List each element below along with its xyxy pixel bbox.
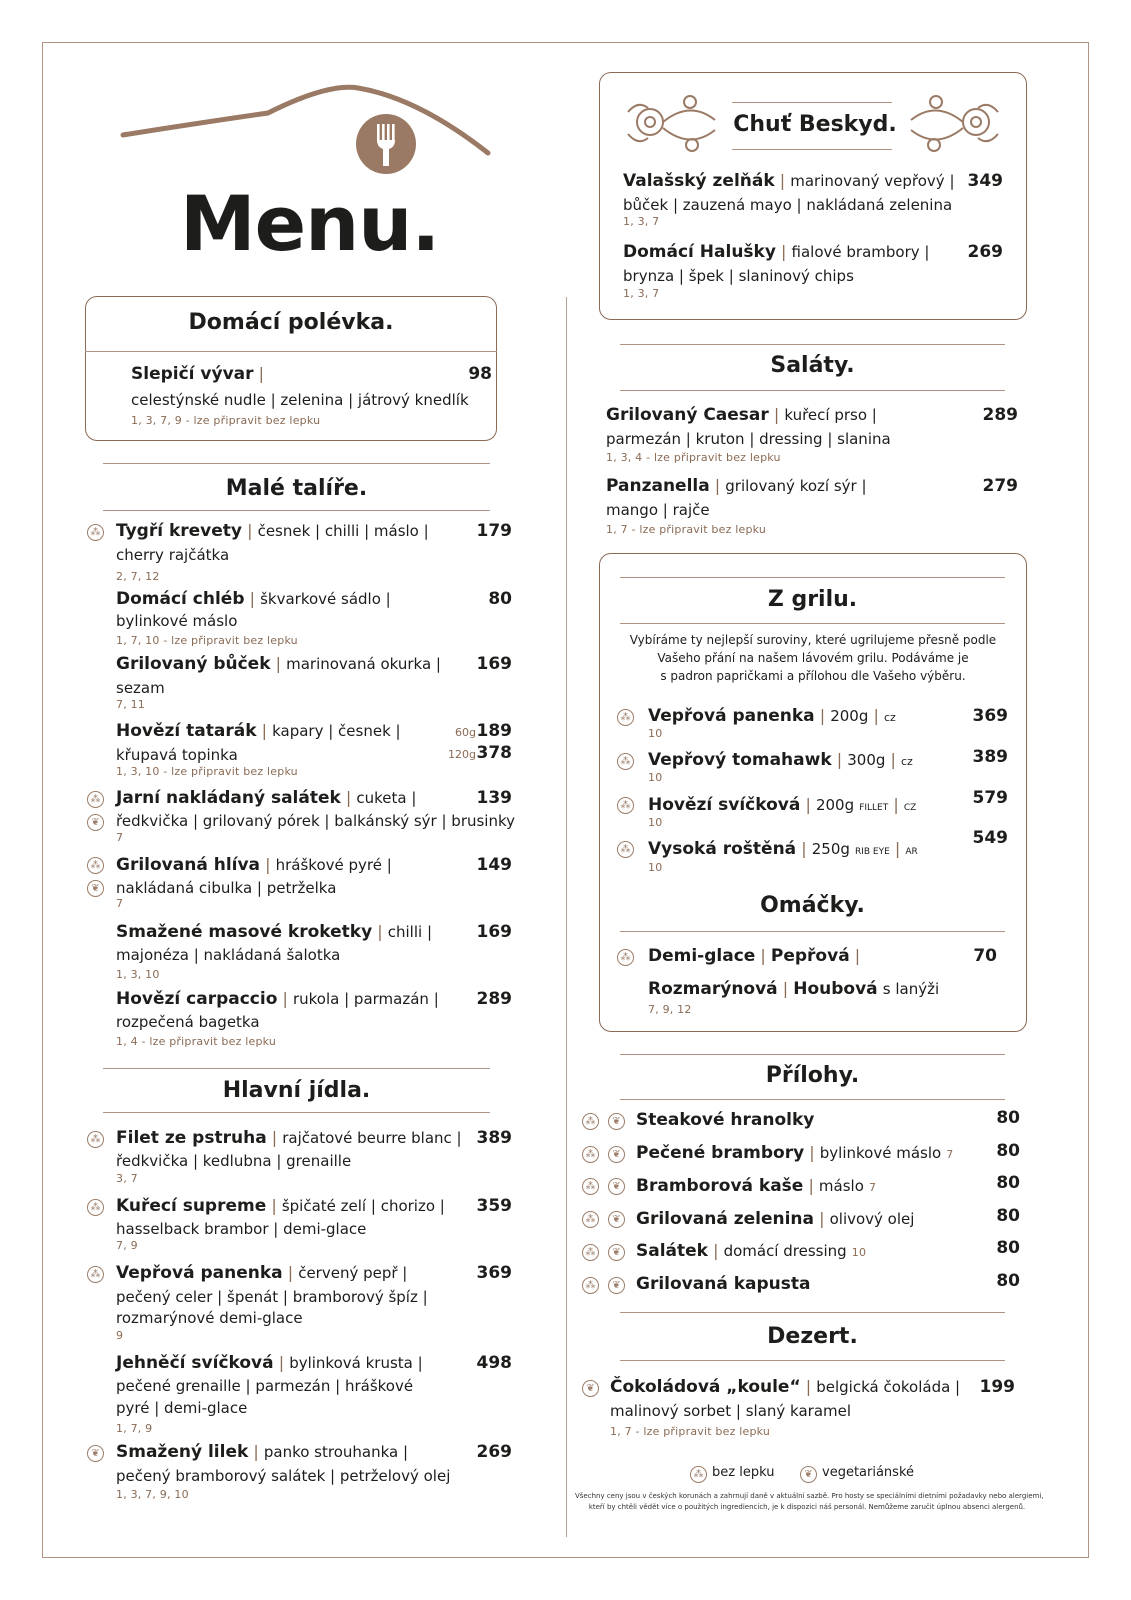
leaf-icon: ❦: [87, 880, 104, 897]
leaf-icon: ❦: [87, 814, 104, 831]
item-desc: červený pepř |: [298, 1264, 408, 1282]
item-weight: 300g: [847, 751, 886, 769]
item-allergens: 10: [648, 861, 663, 874]
item-desc: rozmarýnové demi-glace: [116, 1309, 303, 1327]
item-desc: ředkvička | kedlubna | grenaille: [116, 1152, 352, 1170]
item-name: Panzanella: [606, 476, 710, 496]
item-name: Vepřová panenka: [648, 706, 815, 726]
item-price: 199: [979, 1377, 1015, 1397]
item-desc: česnek | chilli | máslo |: [257, 522, 429, 540]
item-price: 359: [476, 1196, 512, 1216]
item-name: Vysoká roštěná: [648, 839, 797, 859]
item-allergens: 7: [116, 831, 124, 844]
wheat-icon: ⁂: [582, 1211, 599, 1228]
wheat-icon: ⁂: [582, 1113, 599, 1130]
item-desc: fialové brambory |: [791, 243, 930, 261]
wheat-icon: ⁂: [87, 1131, 104, 1148]
item-name: Salátek: [636, 1241, 708, 1261]
item-price: 289: [476, 989, 512, 1009]
wheat-icon: ⁂: [87, 791, 104, 808]
leaf-icon: ❦: [800, 1466, 817, 1483]
item-allergens: 7, 11: [116, 698, 145, 711]
item-allergens: 1, 3, 10 - lze připravit bez lepku: [116, 765, 298, 778]
item-name: Čokoládová „koule“: [610, 1377, 801, 1397]
leaf-icon: ❦: [608, 1178, 625, 1195]
wheat-icon: ⁂: [582, 1277, 599, 1294]
leaf-icon: ❦: [608, 1113, 625, 1130]
wheat-icon: ⁂: [582, 1244, 599, 1261]
item-allergens: 10: [851, 1246, 867, 1259]
item-desc: malinový sorbet | slaný karamel: [610, 1402, 852, 1420]
item-desc: marinovaný vepřový |: [790, 172, 955, 190]
section-title-dessert: Dezert.: [767, 1324, 858, 1349]
item-origin: CZ: [903, 803, 917, 813]
item-allergens: 7, 9: [116, 1239, 138, 1252]
item-allergens: 1, 3, 7: [623, 215, 660, 228]
item-allergens: 1, 4 - lze připravit bez lepku: [116, 1035, 277, 1048]
item-allergens: 7: [116, 897, 124, 910]
item-desc: parmezán | kruton | dressing | slanina: [606, 430, 891, 448]
wheat-icon: ⁂: [582, 1178, 599, 1195]
item-desc: marinovaná okurka |: [286, 655, 441, 673]
section-title-small: Malé talíře.: [225, 476, 368, 501]
leaf-icon: ❦: [87, 1445, 104, 1462]
item-desc: bylinkové máslo: [819, 1144, 942, 1162]
section-title-salads: Saláty.: [770, 353, 855, 378]
item-allergens: 1, 7 - lze připravit bez lepku: [610, 1425, 771, 1438]
wheat-icon: ⁂: [582, 1146, 599, 1163]
item-price: 579: [972, 788, 1008, 808]
leaf-icon: ❦: [608, 1146, 625, 1163]
item-allergens: 1, 3, 7: [623, 287, 660, 300]
leaf-icon: ❦: [608, 1244, 625, 1261]
item-cut: FILLET: [859, 803, 889, 813]
item-name: Vepřový tomahawk: [648, 750, 832, 770]
section-title-soup: Domácí polévka.: [188, 310, 394, 335]
item-desc: cherry rajčátka: [116, 546, 230, 564]
item-name: Pečené brambory: [636, 1143, 805, 1163]
item-desc: mango | rajče: [606, 501, 710, 519]
wheat-icon: ⁂: [617, 841, 634, 858]
item-price: 139: [476, 788, 512, 808]
sauce-name: Demi-glace: [648, 946, 756, 966]
item-desc: brynza | špek | slaninový chips: [623, 267, 854, 285]
item-price: 549: [972, 828, 1008, 848]
item-desc: ředkvička | grilovaný pórek | balkánský sýr | brusinky: [116, 812, 516, 830]
item-desc: pečené grenaille | parmezán | hráškové: [116, 1377, 414, 1395]
wheat-icon: ⁂: [617, 753, 634, 770]
item-allergens: 1, 3, 4 - lze připravit bez lepku: [606, 451, 781, 464]
item-name: Tygří krevety: [116, 521, 242, 541]
section-title-main: Hlavní jídla.: [222, 1078, 371, 1103]
item-desc: nakládaná cibulka | petrželka: [116, 879, 337, 897]
item-name: Grilovaná kapusta: [636, 1274, 811, 1294]
item-allergens: 1, 3, 7, 9, 10: [116, 1488, 189, 1501]
item-name: Grilovaný Caesar: [606, 405, 769, 425]
item-price: 179: [476, 521, 512, 541]
item-allergens: 1, 7, 10 - lze připravit bez lepku: [116, 634, 298, 647]
item-weight: 60g: [455, 726, 476, 739]
page-title: Menu.: [180, 179, 440, 268]
item-origin: AR: [905, 847, 918, 857]
item-desc: cuketa |: [356, 789, 417, 807]
item-name: Domácí chléb: [116, 589, 245, 609]
item-allergens: 7: [946, 1148, 954, 1161]
floral-ornament-icon: [906, 90, 1006, 160]
item-allergens: 10: [648, 727, 663, 740]
item-desc: s lanýži: [882, 980, 940, 998]
section-title-beskydy: Chuť Beskyd.: [733, 112, 897, 137]
item-weight: 120g: [448, 748, 476, 761]
item-desc: rajčatové beurre blanc |: [282, 1129, 462, 1147]
item-price: 369: [476, 1263, 512, 1283]
item-desc: bylinková krusta |: [289, 1354, 423, 1372]
item-price: 369: [972, 706, 1008, 726]
item-name: Jarní nakládaný salátek: [116, 788, 341, 808]
item-allergens: 7, 9, 12: [648, 1003, 692, 1016]
item-desc: škvarkové sádlo |: [260, 590, 391, 608]
leaf-icon: ❦: [608, 1211, 625, 1228]
item-name: Vepřová panenka: [116, 1263, 283, 1283]
item-desc: pyré | demi-glace: [116, 1399, 248, 1417]
item-weight: 250g: [811, 840, 850, 858]
section-title-grill: Z grilu.: [767, 587, 858, 612]
item-desc: majonéza | nakládaná šalotka: [116, 946, 341, 964]
legend-vegetarian: vegetariánské: [822, 1465, 915, 1480]
item-price: 189: [476, 721, 512, 741]
item-name: Slepičí vývar: [131, 364, 254, 384]
item-desc: hráškové pyré |: [275, 856, 392, 874]
item-desc: grilovaný kozí sýr |: [725, 477, 867, 495]
leaf-icon: ❦: [582, 1380, 599, 1397]
item-desc: kuřecí prso |: [784, 406, 877, 424]
item-cut: RIB EYE: [854, 847, 890, 857]
item-price: 389: [476, 1128, 512, 1148]
section-title-sides: Přílohy.: [765, 1063, 860, 1088]
item-name: Grilovaný bůček: [116, 654, 271, 674]
column-divider: [566, 297, 567, 1537]
item-origin: cz: [883, 711, 896, 724]
item-allergens: 1, 3, 10: [116, 968, 160, 981]
item-price: 279: [982, 476, 1018, 496]
item-price: 80: [996, 1238, 1020, 1258]
item-price: 169: [476, 654, 512, 674]
grill-note: s padron papričkami a přílohou dle Vašeho výběru.: [660, 669, 966, 683]
item-price: 80: [996, 1271, 1020, 1291]
sauce-name: Rozmarýnová: [648, 979, 778, 999]
item-allergens: 9: [116, 1329, 124, 1342]
wheat-icon: ⁂: [87, 1266, 104, 1283]
item-desc: domácí dressing: [723, 1242, 847, 1260]
item-price: 378: [476, 743, 512, 763]
item-price: 289: [982, 405, 1018, 425]
item-desc: belgická čokoláda |: [816, 1378, 961, 1396]
mountain-icon: [118, 78, 493, 183]
item-desc: sezam: [116, 679, 165, 697]
wheat-icon: ⁂: [617, 709, 634, 726]
floral-ornament-icon: [620, 90, 720, 160]
item-allergens: 1, 7 - lze připravit bez lepku: [606, 523, 767, 536]
item-weight: 200g: [830, 707, 869, 725]
item-price: 80: [996, 1141, 1020, 1161]
item-desc: pečený bramborový salátek | petrželový olej: [116, 1467, 451, 1485]
item-allergens: 10: [648, 771, 663, 784]
item-desc: chilli |: [387, 923, 433, 941]
item-name: Bramborová kaše: [636, 1176, 804, 1196]
wheat-icon: ⁂: [690, 1466, 707, 1483]
item-weight: 200g: [815, 796, 855, 814]
item-allergens: 2, 7, 12: [116, 570, 160, 583]
item-name: Kuřecí supreme: [116, 1196, 267, 1216]
item-desc: panko strouhanka |: [263, 1443, 409, 1461]
item-desc: pečený celer | špenát | bramborový špíz |: [116, 1288, 428, 1306]
item-name: Jehněčí svíčková: [116, 1353, 274, 1373]
item-allergens: 7: [868, 1181, 877, 1194]
item-name: Hovězí carpaccio: [116, 989, 278, 1009]
footer-note: Všechny ceny jsou v českých korunách a zahrnují daně v aktuální sazbě. Pro hosty se speciálními dietními požadavky nebo alergiemi,: [575, 1492, 1044, 1500]
item-desc: bylinkové máslo: [116, 612, 238, 630]
item-allergens: 1, 7, 9: [116, 1422, 153, 1435]
item-price: 349: [967, 171, 1003, 191]
item-origin: cz: [900, 755, 913, 768]
footer-note: kteří by chtěli vědět více o použitých ingrediencích, je k dispozici náš personál. Nemůžeme zaručit úplnou absenci alergenů.: [588, 1503, 1026, 1511]
item-price: 80: [996, 1108, 1020, 1128]
item-price: 498: [476, 1353, 512, 1373]
item-desc: špičaté zelí | chorizo |: [281, 1197, 445, 1215]
item-price: 389: [972, 747, 1008, 767]
item-desc: rozpečená bagetka: [116, 1013, 260, 1031]
sauce-name: Pepřová: [770, 946, 850, 966]
item-allergens: 1, 3, 7, 9 - lze připravit bez lepku: [131, 414, 321, 427]
leaf-icon: ❦: [608, 1277, 625, 1294]
item-desc: kapary | česnek |: [272, 722, 401, 740]
item-allergens: 3, 7: [116, 1172, 138, 1185]
item-desc: bůček | zauzená mayo | nakládaná zelenina: [623, 196, 953, 214]
item-name: Hovězí svíčková: [648, 795, 801, 815]
item-name: Hovězí tatarák: [116, 721, 257, 741]
item-price: 80: [488, 589, 512, 609]
item-price: 149: [476, 855, 512, 875]
section-title-sauces: Omáčky.: [760, 893, 865, 918]
item-desc: rukola | parmazán |: [292, 990, 439, 1008]
item-desc: olivový olej: [829, 1210, 915, 1228]
item-name: Filet ze pstruha: [116, 1128, 267, 1148]
wheat-icon: ⁂: [617, 949, 634, 966]
item-desc: máslo: [818, 1177, 864, 1195]
item-name: Smažené masové kroketky: [116, 922, 373, 942]
item-price: 269: [967, 242, 1003, 262]
sauce-name: Houbová: [793, 979, 878, 999]
item-name: Steakové hranolky: [636, 1110, 815, 1130]
wheat-icon: ⁂: [87, 857, 104, 874]
item-name: Grilovaná hlíva: [116, 855, 261, 875]
item-name: Smažený lilek: [116, 1442, 249, 1462]
item-price: 80: [996, 1206, 1020, 1226]
item-price: 80: [996, 1173, 1020, 1193]
legend-gluten-free: bez lepku: [712, 1465, 775, 1480]
item-desc: křupavá topinka: [116, 746, 238, 764]
item-name: Domácí Halušky: [623, 242, 776, 262]
item-price: 70: [973, 946, 997, 966]
wheat-icon: ⁂: [617, 797, 634, 814]
item-price: 98: [468, 364, 492, 384]
item-desc: hasselback brambor | demi-glace: [116, 1220, 367, 1238]
item-name: Valašský zelňák: [623, 171, 775, 191]
wheat-icon: ⁂: [87, 1199, 104, 1216]
grill-note: Vybíráme ty nejlepší suroviny, které ugrilujeme přesně podle: [629, 633, 997, 647]
item-name: Grilovaná zelenina: [636, 1209, 815, 1229]
wheat-icon: ⁂: [87, 524, 104, 541]
item-price: 169: [476, 922, 512, 942]
item-price: 269: [476, 1442, 512, 1462]
item-desc: celestýnské nudle | zelenina | játrový knedlík: [131, 391, 469, 409]
item-allergens: 10: [648, 816, 663, 829]
grill-note: Vašeho přání na našem lávovém grilu. Podáváme je: [657, 651, 969, 665]
